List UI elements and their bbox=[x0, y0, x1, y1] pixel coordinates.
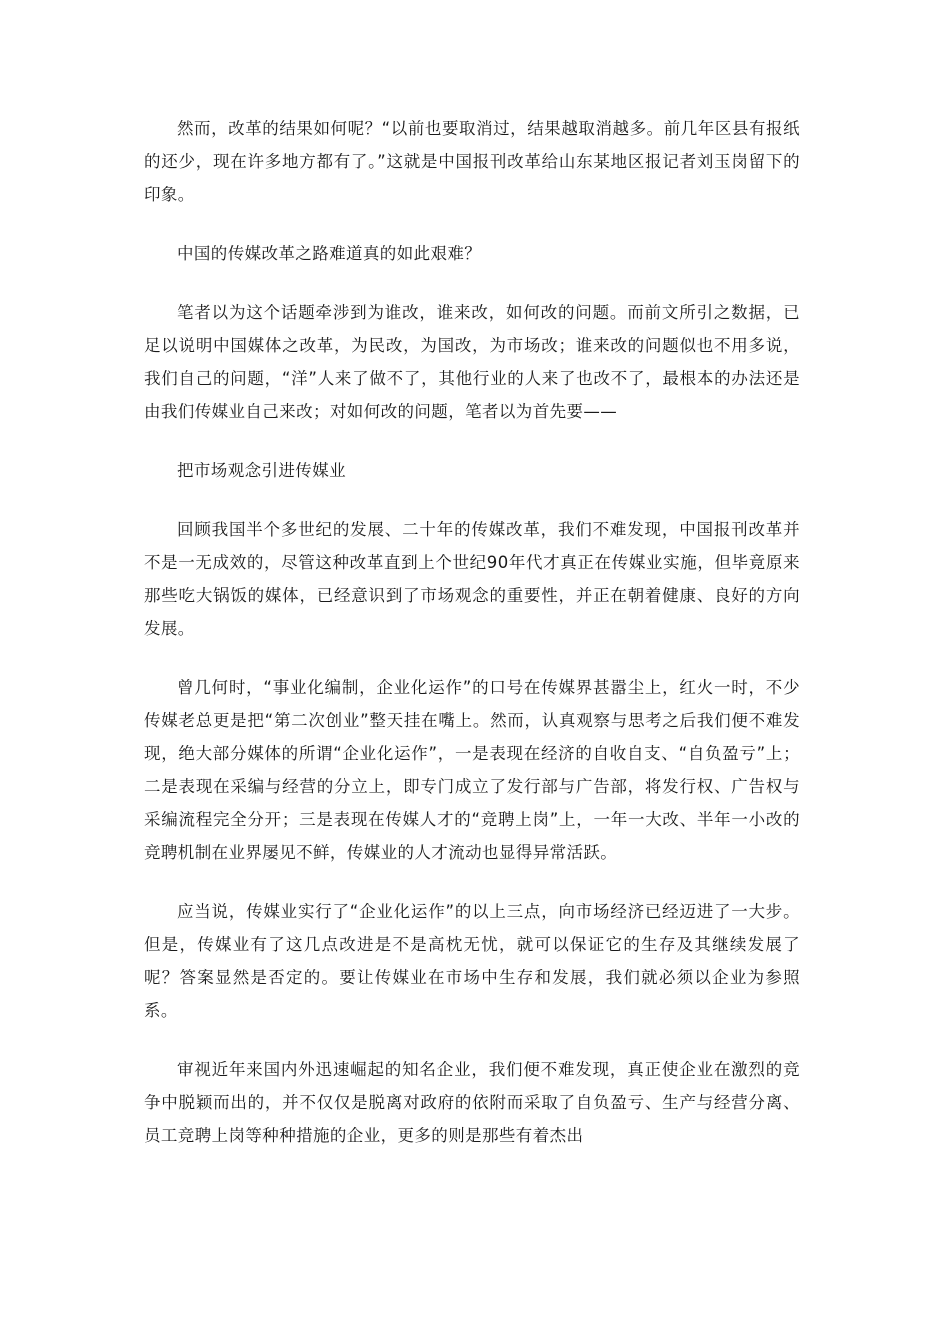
section-heading-market-concept: 把市场观念引进传媒业 bbox=[177, 461, 346, 480]
paragraph-review: 回顾我国半个多世纪的发展、二十年的传媒改革，我们不难发现，中国报刊改革并不是一无成效的，尽管这种改革直到上个世纪90年代才真正在传媒业实施，但毕竟原来那些吃大锅饭的媒体，已经意识到了市场观念的重要性，并正在朝着健康、良好的方向发展。 bbox=[144, 520, 800, 638]
article-body bbox=[144, 112, 800, 1178]
paragraph-enterprise-operation: 曾几何时，“事业化编制，企业化运作”的口号在传媒界甚嚣尘上，红火一时，不少传媒老总更是把“第二次创业”整天挂在嘴上。然而，认真观察与思考之后我们便不难发现，绝大部分媒体的所谓“企业化运作”，一是表现在经济的自收自支、“自负盈亏”上；二是表现在采编与经营的分立上，即专门成立了发行部与广告部，将发行权、广告权与采编流程完全分开；三是表现在传媒人才的“竞聘上岗”上，一年一大改、半年一小改的竞聘机制在业界屡见不鲜，传媒业的人才流动也显得异常活跃。 bbox=[144, 678, 800, 862]
paragraph-three-points: 应当说，传媒业实行了“企业化运作”的以上三点，向市场经济已经迈进了一大步。但是，传媒业有了这几点改进是不是高枕无忧，就可以保证它的生存及其继续发展了呢？答案显然是否定的。要让传媒业在市场中生存和发展，我们就必须以企业为参照系。 bbox=[144, 902, 800, 1020]
paragraph-enterprises: 审视近年来国内外迅速崛起的知名企业，我们便不难发现，真正使企业在激烈的竞争中脱颖而出的，并不仅仅是脱离对政府的依附而采取了自负盈亏、生产与经营分离、员工竞聘上岗等种种措施的企业，更多的则是那些有着杰出 bbox=[144, 1060, 800, 1145]
paragraph-question: 中国的传媒改革之路难道真的如此艰难？ bbox=[177, 244, 482, 263]
paragraph-author-view: 笔者以为这个话题牵涉到为谁改，谁来改，如何改的问题。而前文所引之数据，已足以说明中国媒体之改革，为民改，为国改，为市场改；谁来改的问题似也不用多说，我们自己的问题，“洋”人来了做不了，其他行业的人来了也改不了，最根本的办法还是由我们传媒业自己来改；对如何改的问题，笔者以为首先要—— bbox=[144, 303, 800, 421]
paragraph-reform-result: 然而，改革的结果如何呢？“以前也要取消过，结果越取消越多。前几年区县有报纸的还少，现在许多地方都有了。”这就是中国报刊改革给山东某地区报记者刘玉岗留下的印象。 bbox=[144, 119, 800, 204]
